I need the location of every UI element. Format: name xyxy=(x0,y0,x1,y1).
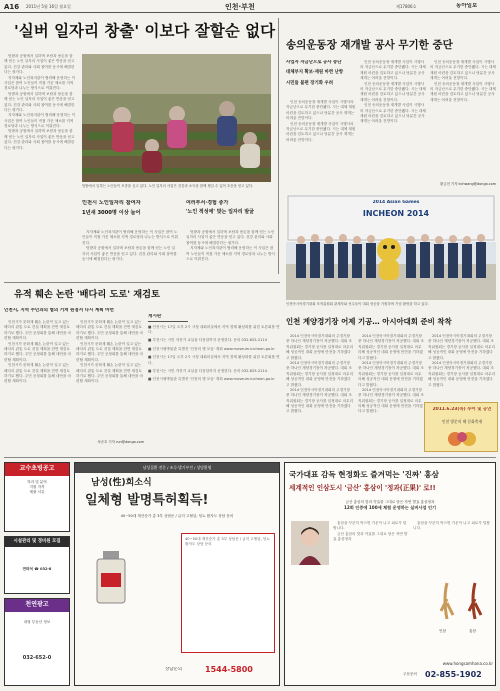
ad-job-title: 시설관리 및 경비원 모집 xyxy=(5,537,69,547)
ad-ginseng-note-2: 12회 인증에 100세 체험 운영하는 실버사업 인기 xyxy=(343,504,437,510)
event-photo xyxy=(286,194,496,300)
ad-ginseng-quote-3: 홍삼을 꾸준히 먹으면 기운이 나고 피로가 덜합니다. xyxy=(413,521,490,531)
ginseng-product-icon xyxy=(435,579,491,627)
promo-banner xyxy=(424,402,498,452)
lead-right-body-3 xyxy=(430,60,496,180)
mid-left-deck: 인천시, 지역 주민과의 협의 거쳐 원점서 다시 계획 마련 xyxy=(4,308,114,313)
garden-workers-image xyxy=(82,54,271,182)
lead-right-body-text-7: 인천 송의운동장 재개발 사업이 시행사의 자금난으로 무기한 중단됐다. 시는 대체 재원 마련을 검토하고 있으나 당분간 공사 재개는 어려울 전망이다. xyxy=(430,81,496,102)
mid-left-body-text-5: 인천시가 문화재 훼손 논란이 일고 있는 배다리 관통 도로 건설 계획을 전면 재검토하기로 했다. 주민 공청회를 통해 대안을 마련할 계획이다. xyxy=(76,341,144,362)
ad-job-recruit xyxy=(4,536,70,594)
notice-item-4: ■ 인천시는 17일 오후 2시 시청 대회의실에서 지역 경제 활성화를 위한 토론회를 연다. xyxy=(148,355,280,365)
lead-right-body-text-1: 인천 송의운동장 재개발 사업이 시행사의 자금난으로 무기한 중단됐다. 시는 대체 재원 마련을 검토하고 있으나 당분간 공사 재개는 어려울 전망이다. xyxy=(286,100,356,121)
ad-faculty-line-1: 학과 및 분야 xyxy=(27,479,47,484)
ad-ginseng-quote: 홍삼을 꾸준히 먹으면 기운이 나고 피로가 덜합니다. xyxy=(333,521,407,531)
ad-realestate-phone: 032-652-0 xyxy=(22,655,52,662)
lead-right-body-text-5: 인천 송의운동장 재개발 사업이 시행사의 자금난으로 무기한 중단됐다. 시는 대체 재원 마련을 검토하고 있으나 당분간 공사 재개는 어려울 전망이다. xyxy=(360,103,426,124)
section-title: 인천·부천 xyxy=(225,3,255,11)
lead-right-deck-1: 사업자 자금난으로 공사 중단 xyxy=(286,60,342,65)
promo-banner-sub: 인천 방문의 해 문화축제 xyxy=(441,419,483,424)
mid-left-headline: 유적 훼손 논란 '배다리 도로' 재검토 xyxy=(14,289,160,300)
ad-faculty-title: 교수초빙공고 xyxy=(5,463,69,476)
mid-right-body-text-5: 2014 인천아시아경기대회의 주경기장 중 하나인 계양경기장이 착공했다. 대회 조직위원회는 경기장 공사를 일정대로 마무리해 성공적인 대회 운영에 만전을 기하겠다고 밝혔다. xyxy=(358,360,424,387)
ad-mens-sub: 40~50대 재산증가 총 3부 상담문 / 급히 고혈압, 당뇨 환자도 상담 문의 xyxy=(120,514,234,519)
lead-right-deck-3: 시민들 불편 장기화 우려 xyxy=(286,80,334,86)
lead-left-subhead-3: 여러부서·경험 증가 xyxy=(186,200,229,206)
center-divider xyxy=(278,18,279,274)
lead-right-body-text-3: 인천 송의운동장 재개발 사업이 시행사의 자금난으로 무기한 중단됐다. 시는 대체 재원 마련을 검토하고 있으나 당분간 공사 재개는 어려울 전망이다. xyxy=(360,60,426,81)
lead-right-body-1 xyxy=(286,100,356,190)
ad-faculty-recruit xyxy=(4,462,70,532)
mid-right-body-text-3: 2014 인천아시아경기대회의 주경기장 중 하나인 계양경기장이 착공했다. 대회 조직위원회는 경기장 공사를 일정대로 마무리해 성공적인 대회 운영에 만전을 기하겠다고 밝혔다. xyxy=(286,387,354,414)
lead-left-body-text-7: 텃밭과 공원에서 일하며 보람과 용돈을 함께 얻는 노인 일자리 사업이 좋은 반응을 얻고 있다. 건강 관리와 사회 참여를 동시에 해결한다는 평가다. xyxy=(82,246,177,261)
ad-ginseng-phone: 02-855-1902 xyxy=(425,670,482,679)
ad-ginseng-body-1 xyxy=(333,521,409,633)
ad-job-contact: 연락처 ☎ 032-8 xyxy=(22,567,52,572)
ad-ginseng-phone-label: 주문문의 xyxy=(403,672,417,676)
lead-left-body-text-5: 텃밭과 공원에서 일하며 보람과 용돈을 함께 얻는 노인 일자리 사업이 좋은 반응을 얻고 있다. 건강 관리와 사회 참여를 동시에 해결한다는 평가다. xyxy=(4,129,75,150)
ad-section-rule xyxy=(4,457,496,458)
lead-left-caption: 텃밭에서 일하는 노인들이 모종을 심고 있다. 노인 일자리 사업은 건강과 소득을 함께 챙길 수 있어 호응을 얻고 있다. xyxy=(82,184,254,188)
mid-right-body-text-8: 2014 인천아시아경기대회의 주경기장 중 하나인 계양경기장이 착공했다. 대회 조직위원회는 경기장 공사를 일정대로 마무리해 성공적인 대회 운영에 만전을 기하겠다고 밝혔다. xyxy=(428,360,496,387)
event-banner-title: 2014 Asian Games xyxy=(372,200,420,205)
mid-right-body-2 xyxy=(358,334,424,458)
mid-left-body-text-6: 인천시가 문화재 훼손 논란이 일고 있는 배다리 관통 도로 건설 계획을 전면 재검토하기로 했다. 주민 공청회를 통해 대안을 마련할 계획이다. xyxy=(76,363,144,384)
mid-left-body-2 xyxy=(76,320,144,448)
ad-realestate-title: 천연광고 xyxy=(5,599,69,612)
mid-left-body-1 xyxy=(4,320,72,448)
notice-item-3: ■ 인천시립박물관 특별전 '인천의 옛 모습' 개최 www.museum.incheon.go.kr xyxy=(148,346,275,351)
edition-number: 제17806호 xyxy=(396,4,417,9)
mid-right-body-3 xyxy=(428,334,496,398)
lead-left-subhead-box xyxy=(82,200,180,230)
ad-mens-phone-label: 상담문의 xyxy=(165,667,182,672)
lead-right-byline: 황금천 기자 kchwang@donga.com xyxy=(440,182,496,186)
page-number: A16 xyxy=(4,3,20,11)
notice-item-2: ■ 부천시는 시민 자전거 교실을 다음달까지 운영한다. 문의 032-625-2114 xyxy=(148,338,267,343)
mid-left-byline: 차준호 기자 run@donga.com xyxy=(97,440,144,444)
mid-right-body-text-2: 2014 인천아시아경기대회의 주경기장 중 하나인 계양경기장이 착공했다. 대회 조직위원회는 경기장 공사를 일정대로 마무리해 성공적인 대회 운영에 만전을 기하겠다고 밝혔다. xyxy=(286,360,354,387)
lead-left-body-text-8: 텃밭과 공원에서 일하며 보람과 용돈을 함께 얻는 노인 일자리 사업이 좋은 반응을 얻고 있다. 건강 관리와 사회 참여를 동시에 해결한다는 평가다. xyxy=(186,230,275,245)
notice-item-5: ■ 부천시는 시민 자전거 교실을 다음달까지 운영한다. 문의 032-625-2114 xyxy=(148,369,267,373)
newspaper-brand: 동아일보 xyxy=(456,3,478,9)
product-bottle-icon xyxy=(91,547,131,607)
ad-ginseng-headline: 국가대표 감독 현정화도 즐겨먹는 '진짜' 홍삼 xyxy=(289,470,439,479)
ad-ginseng-quote-2: 금산 홍삼의 맛과 약효를 그대로 담은 자연 발효 홍삼정과 xyxy=(333,531,408,542)
mid-left-body-text-3: 인천시가 문화재 훼손 논란이 일고 있는 배다리 관통 도로 건설 계획을 전면 재검토하기로 했다. 주민 공청회를 통해 대안을 마련할 계획이다. xyxy=(4,363,72,384)
ad-mens-brand: 남성(性)희소식 xyxy=(91,477,152,488)
mid-right-body-text-6: 2014 인천아시아경기대회의 주경기장 중 하나인 계양경기장이 착공했다. 대회 조직위원회는 경기장 공사를 일정대로 마무리해 성공적인 대회 운영에 만전을 기하겠다고 밝혔다. xyxy=(358,387,424,414)
notice-item-1: ■ 인천시는 17일 오후 2시 시청 대회의실에서 지역 경제 활성화를 위한 토론회를 연다. xyxy=(148,324,280,335)
ad-mens-top-strip: 남성질환 전문 / 조루·발기부전 / 상담환영 xyxy=(75,463,279,473)
ad-mens-body-box xyxy=(181,533,275,653)
lead-right-headline: 송의운동장 재개발 공사 무기한 중단 xyxy=(286,39,453,51)
lead-left-body-text-3: 텃밭과 공원에서 일하며 보람과 용돈을 함께 얻는 노인 일자리 사업이 좋은 반응을 얻고 있다. 건강 관리와 사회 참여를 동시에 해결한다는 평가다. xyxy=(4,91,75,112)
mid-right-body-text-1: 2014 인천아시아경기대회의 주경기장 중 하나인 계양경기장이 착공했다. 대회 조직위원회는 경기장 공사를 일정대로 마무리해 성공적인 대회 운영에 만전을 기하겠다고 밝혔다. xyxy=(286,334,354,360)
mid-right-headline: 인천 계양경기장 어제 기공… 아시아대회 준비 착착 xyxy=(286,317,452,326)
ad-mens-health xyxy=(74,462,280,686)
promo-flower-icon xyxy=(445,429,479,449)
notice-title: 게시판 xyxy=(148,314,188,322)
mid-left-body-text-4: 인천시가 문화재 훼손 논란이 일고 있는 배다리 관통 도로 건설 계획을 전면 재검토하기로 했다. 주민 공청회를 통해 대안을 마련할 계획이다. xyxy=(76,320,144,341)
lead-left-body-text-1: 텃밭과 공원에서 일하며 보람과 용돈을 함께 얻는 노인 일자리 사업이 좋은 반응을 얻고 있다. 건강 관리와 사회 참여를 동시에 해결한다는 평가다. xyxy=(4,54,75,75)
lead-right-deck xyxy=(286,60,358,100)
event-banner-city: INCHEON 2014 xyxy=(362,209,430,218)
lead-right-body-2 xyxy=(360,60,426,190)
ad-mens-phone: 1544-5800 xyxy=(205,665,253,674)
ad-mens-body-text: 40~50대 재산증가 총 3부 상담문 / 급히 고혈압, 당뇨 환자도 상담 문의 xyxy=(185,537,270,547)
mid-left-body-text-1: 인천시가 문화재 훼손 논란이 일고 있는 배다리 관통 도로 건설 계획을 전면 재검토하기로 했다. 주민 공청회를 통해 대안을 마련할 계획이다. xyxy=(4,320,72,341)
lead-left-subhead-2: 1년새 3000명 이상 늘어 xyxy=(82,209,141,216)
ad-ginseng-sub: 세계적인 인삼도시 '금산' 홍삼이 '정과(正果)' 로!! xyxy=(289,484,436,492)
lead-right-body-text-6: 인천 송의운동장 재개발 사업이 시행사의 자금난으로 무기한 중단됐다. 시는 대체 재원 마련을 검토하고 있으나 당분간 공사 재개는 어려울 전망이다. xyxy=(430,60,496,81)
lead-left-body-2 xyxy=(82,230,178,278)
mid-left-body-text-2: 인천시가 문화재 훼손 논란이 일고 있는 배다리 관통 도로 건설 계획을 전면 재검토하기로 했다. 주민 공청회를 통해 대안을 마련할 계획이다. xyxy=(4,341,72,362)
lead-left-subhead-1: 인천시 노인일자리 참여자 xyxy=(82,200,141,206)
notice-item-6: ■ 인천시립박물관 특별전 '인천의 옛 모습' 개최 www.museum.incheon.go.kr xyxy=(148,377,275,382)
promo-banner-text: 2011.6.23(목) 투어 및 공연 xyxy=(432,407,492,412)
mid-right-body-text-7: 2014 인천아시아경기대회의 주경기장 중 하나인 계양경기장이 착공했다. 대회 조직위원회는 경기장 공사를 일정대로 마무리해 성공적인 대회 운영에 만전을 기하겠다고 밝혔다. xyxy=(428,334,496,360)
page-header xyxy=(0,0,500,13)
event-photo-caption: 인천아시아경기대회 조직위원회 관계자와 선수들이 대회 성공을 기원하며 기념 촬영을 하고 있다. xyxy=(286,302,429,306)
ad-ginseng-body-2 xyxy=(413,521,491,581)
ad-ginseng-item-1: 인삼 xyxy=(439,629,446,633)
ad-faculty-line-2: 지원 자격 xyxy=(29,485,45,490)
lead-right-deck-2: 대체부지 확보·재원 마련 난항 xyxy=(286,70,344,76)
lead-left-body-text-9: 지자체와 노인복지관이 협력해 운영하는 이 사업은 참여 노인들이 직접 가꾼 채소를 지역 경로당과 나누는 방식으로 이뤄진다. xyxy=(186,246,275,261)
ad-ginseng-item-2: 홍삼 xyxy=(469,629,476,633)
ad-ginseng-note: 금산 홍삼의 맛과 약효를 그대로 담은 자연 발효 홍삼정과 xyxy=(345,499,435,504)
mid-right-body-1 xyxy=(286,334,354,458)
lead-left-subhead-4: '노인 적성에' 맞는 일자리 발굴 xyxy=(186,209,254,216)
mid-right-body-text-4: 2014 인천아시아경기대회의 주경기장 중 하나인 계양경기장이 착공했다. 대회 조직위원회는 경기장 공사를 일정대로 마무리해 성공적인 대회 운영에 만전을 기하겠다고 밝혔다. xyxy=(358,334,424,360)
notice-board xyxy=(148,314,280,452)
lead-left-headline: '실버 일자리 창출' 이보다 잘할순 없다 xyxy=(14,22,276,40)
section-rule-mid xyxy=(4,282,280,283)
lead-right-body-text-4: 인천 송의운동장 재개발 사업이 시행사의 자금난으로 무기한 중단됐다. 시는 대체 재원 마련을 검토하고 있으나 당분간 공사 재개는 어려울 전망이다. xyxy=(360,81,426,102)
lead-left-photo xyxy=(82,54,271,182)
ad-mens-headline: 일체형 발명특허획득! xyxy=(85,492,209,508)
lead-left-body-3 xyxy=(186,230,276,278)
ad-ginseng-site: www.hongsamhana.co.kr xyxy=(442,661,493,666)
ad-faculty-line-3: 제출 서류 xyxy=(29,490,45,495)
ad-realestate xyxy=(4,598,70,686)
lead-left-subhead-box-2 xyxy=(186,200,274,230)
endorser-portrait-icon xyxy=(291,521,329,565)
lead-left-body-text-2: 지자체와 노인복지관이 협력해 운영하는 이 사업은 참여 노인들이 직접 가꾼 채소를 지역 경로당과 나누는 방식으로 이뤄진다. xyxy=(4,75,76,91)
lead-left-body-text-6: 지자체와 노인복지관이 협력해 운영하는 이 사업은 참여 노인들이 직접 가꾼 채소를 지역 경로당과 나누는 방식으로 이뤄진다. xyxy=(82,230,178,245)
lead-left-body-1 xyxy=(4,54,76,278)
lead-left-body-text-4: 지자체와 노인복지관이 협력해 운영하는 이 사업은 참여 노인들이 직접 가꾼 채소를 지역 경로당과 나누는 방식으로 이뤄진다. xyxy=(4,113,76,129)
ad-realestate-sub: 대형 부동산 정보 xyxy=(23,619,51,624)
ad-ginseng xyxy=(284,462,496,686)
lead-right-body-text-2: 인천 송의운동장 재개발 사업이 시행사의 자금난으로 무기한 중단됐다. 시는 대체 재원 마련을 검토하고 있으나 당분간 공사 재개는 어려울 전망이다. xyxy=(286,121,356,142)
issue-date: 2011년 5월 16일 월요일 xyxy=(26,4,71,9)
